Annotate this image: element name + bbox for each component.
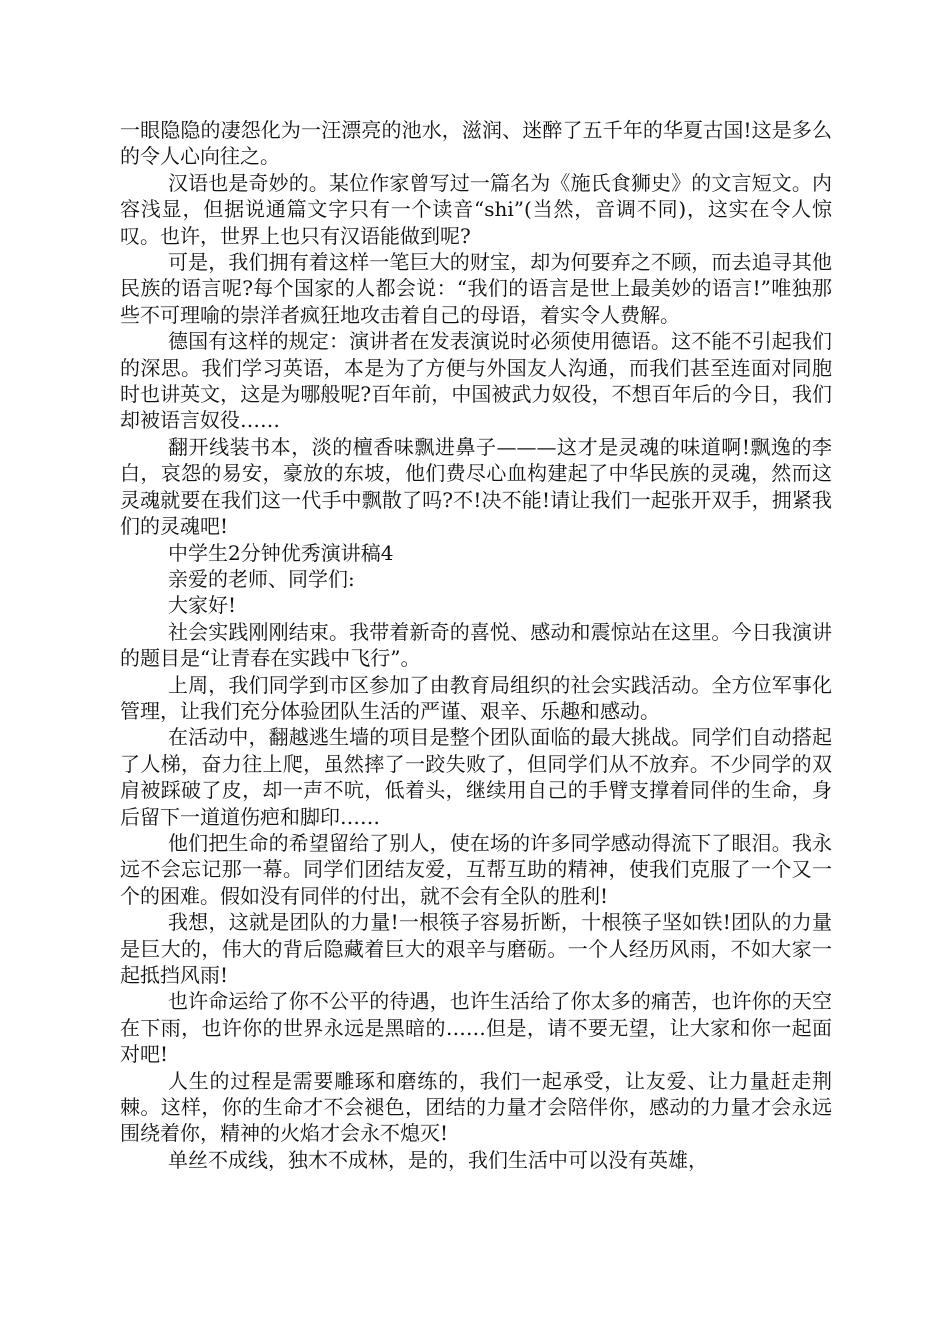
paragraph: 汉语也是奇妙的。某位作家曾写过一篇名为《施氏食狮史》的文言短文。内容浅显，但据说通篇文字只有一个读音“shi”(当然，音调不同)，这实在令人惊叹。也许，世界上也只有汉语能做到呢? [120,170,832,248]
paragraph: 我想，这就是团队的力量!一根筷子容易折断，十根筷子坚如铁!团队的力量是巨大的，伟大的背后隐藏着巨大的艰辛与磨砺。一个人经历风雨，不如大家一起抵挡风雨! [120,910,832,987]
salutation: 亲爱的老师、同学们: [168,566,355,591]
paragraph: 他们把生命的希望留给了别人，使在场的许多同学感动得流下了眼泪。我永远不会忘记那一幕。同学们团结友爱，互帮互助的精神，使我们克服了一个又一个的困难。假如没有同伴的付出，就不会有全队的胜利! [120,830,832,908]
paragraph: 单丝不成线，独木不成林，是的，我们生活中可以没有英雄， [168,1147,708,1172]
paragraph: 翻开线装书本，淡的檀香味飘进鼻子———这才是灵魂的味道啊!飘逸的李白，哀怨的易安，豪放的东坡，他们费尽心血构建起了中华民族的灵魂，然而这灵魂就要在我们这一代手中飘散了吗?不!决不能!请让我们一起张开双手，拥紧我们的灵魂吧! [120,434,832,539]
paragraph: 一眼隐隐的凄怨化为一汪漂亮的池水，滋润、迷醉了五千年的华夏古国!这是多么的令人心向往之。 [120,118,832,169]
paragraph: 人生的过程是需要雕琢和磨练的，我们一起承受，让友爱、让力量赶走荆棘。这样，你的生命才不会褪色，团结的力量才会陪伴你，感动的力量才会永远围绕着你，精神的火焰才会永不熄灭! [120,1068,832,1146]
paragraph: 可是，我们拥有着这样一笔巨大的财宝，却为何要弃之不顾，而去追寻其他民族的语言呢?每个国家的人都会说：“我们的语言是世上最美妙的语言!”唯独那些不可理喻的崇洋者疯狂地攻击着自己的母语，着实令人费解。 [120,250,832,327]
greeting: 大家好! [168,593,237,618]
section-heading: 中学生2分钟优秀演讲稿4 [168,540,394,565]
paragraph: 在活动中，翻越逃生墙的项目是整个团队面临的最大挑战。同学们自动搭起了人梯，奋力往上爬，虽然摔了一跤失败了，但同学们从不放弃。不少同学的双肩被踩破了皮，却一声不吭，低着头，继续用自己的手臂支撑着同伴的生命，身后留下一道道伤疤和脚印…… [120,725,832,829]
paragraph: 德国有这样的规定：演讲者在发表演说时必须使用德语。这不能不引起我们的深思。我们学习英语，本是为了方便与外国友人沟通，而我们甚至连面对同胞时也讲英文，这是为哪般呢?百年前，中国被武力奴役，不想百年后的今日，我们却被语言奴役…… [120,329,832,433]
document-body [120,117,832,1173]
paragraph: 社会实践刚刚结束。我带着新奇的喜悦、感动和震惊站在这里。今日我演讲的题目是“让青春在实践中飞行”。 [120,619,832,671]
paragraph: 上周，我们同学到市区参加了由教育局组织的社会实践活动。全方位军事化管理，让我们充分体验团队生活的严谨、艰辛、乐趣和感动。 [120,672,832,723]
paragraph: 也许命运给了你不公平的待遇，也许生活给了你太多的痛苦，也许你的天空在下雨，也许你的世界永远是黑暗的……但是，请不要无望，让大家和你一起面对吧! [120,989,832,1067]
